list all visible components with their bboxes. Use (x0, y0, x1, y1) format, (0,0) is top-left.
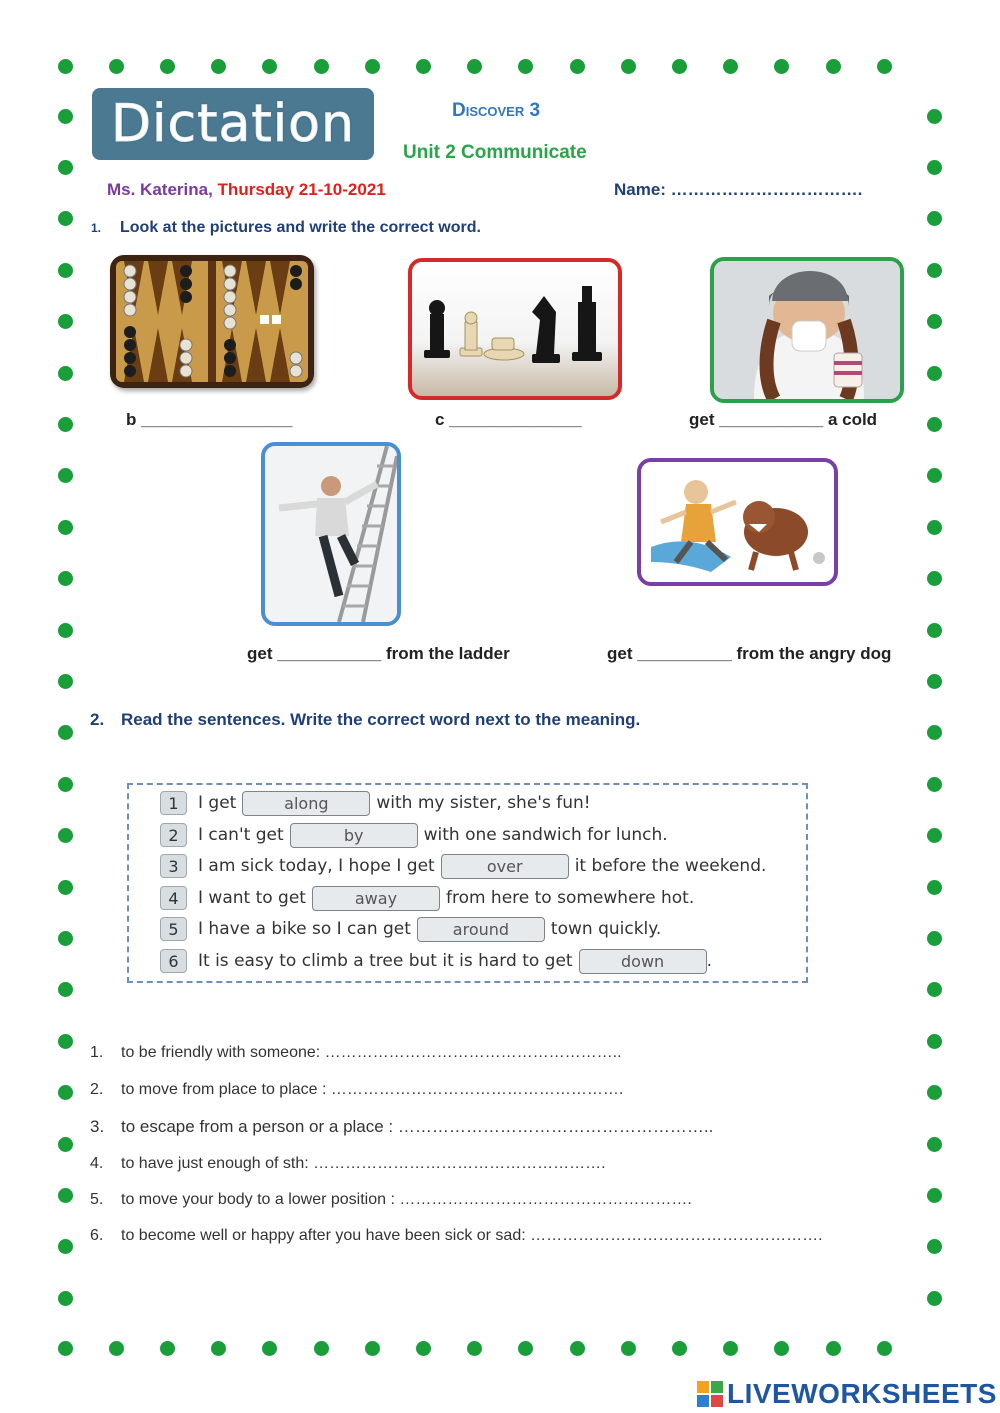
border-dot (314, 59, 329, 74)
meaning-text: to move from place to place : ………………………………………………. (121, 1081, 624, 1098)
border-dot (927, 1085, 942, 1100)
sentence-number: 3 (160, 854, 187, 878)
border-dot (58, 1239, 73, 1254)
caption-backgammon[interactable]: b ________________ (126, 410, 293, 429)
border-dot (672, 1341, 687, 1356)
meaning-item[interactable] (90, 1117, 713, 1137)
exercise2-number: 2. (90, 710, 105, 729)
border-dot (58, 366, 73, 381)
border-dot (927, 1291, 942, 1306)
border-dot (211, 59, 226, 74)
sentence-before: I can't get (198, 825, 284, 845)
sentence-after: it before the weekend. (574, 856, 767, 876)
exercise1-number: 1. (91, 221, 102, 235)
border-dot (58, 623, 73, 638)
backgammon-icon (110, 255, 314, 388)
border-dot (927, 623, 942, 638)
border-dot (774, 1341, 789, 1356)
border-dot (927, 982, 942, 997)
border-dot (774, 59, 789, 74)
border-dot (672, 59, 687, 74)
border-dot (927, 211, 942, 226)
border-dot (58, 828, 73, 843)
sentence-number: 4 (160, 886, 187, 910)
meaning-number: 1. (90, 1044, 104, 1061)
border-dot (518, 59, 533, 74)
angry-dog-icon (641, 462, 834, 582)
border-dot (570, 59, 585, 74)
page-title: Dictation (111, 94, 355, 154)
border-dot (877, 1341, 892, 1356)
border-dot (570, 1341, 585, 1356)
border-dot (58, 880, 73, 895)
sentence-after: town quickly. (550, 919, 662, 939)
border-dot (314, 1341, 329, 1356)
border-dot (262, 1341, 277, 1356)
sentence-row (160, 948, 712, 974)
border-dot (58, 1085, 73, 1100)
border-dot (58, 1034, 73, 1049)
border-dot (927, 109, 942, 124)
border-dot (211, 1341, 226, 1356)
caption-ladder[interactable]: get ___________ from the ladder (247, 644, 510, 663)
sentence-row (160, 885, 694, 911)
border-dot (58, 263, 73, 278)
sentence-before: I get (198, 793, 237, 813)
border-dot (927, 160, 942, 175)
border-dot (927, 314, 942, 329)
border-dot (927, 366, 942, 381)
sentence-before: I want to get (198, 888, 306, 908)
border-dot (58, 674, 73, 689)
meaning-number: 4. (90, 1155, 104, 1172)
chess-image (408, 258, 622, 400)
border-dot (877, 59, 892, 74)
angry-dog-image (637, 458, 838, 586)
border-dot (58, 1341, 73, 1356)
border-dot (927, 468, 942, 483)
caption-dog[interactable]: get __________ from the angry dog (607, 644, 892, 663)
liveworksheets-logo[interactable] (697, 1378, 997, 1410)
border-dot (109, 59, 124, 74)
sentence-row (160, 822, 668, 848)
border-dot (927, 417, 942, 432)
border-dot (58, 59, 73, 74)
border-dot (927, 1188, 942, 1203)
sentence-before: I have a bike so I can get (198, 919, 411, 939)
border-dot (365, 1341, 380, 1356)
border-dot (927, 1034, 942, 1049)
exercise1-instruction: Look at the pictures and write the correct word. (120, 219, 481, 236)
border-dot (58, 982, 73, 997)
border-dot (621, 59, 636, 74)
answer-box[interactable]: down (579, 949, 707, 974)
backgammon-image (110, 255, 314, 388)
border-dot (723, 1341, 738, 1356)
border-dot (927, 1137, 942, 1152)
woman-with-cold-image (710, 257, 904, 403)
border-dot (365, 59, 380, 74)
border-dot (927, 777, 942, 792)
sentence-after: from here to somewhere hot. (445, 888, 695, 908)
border-dot (927, 520, 942, 535)
border-dot (416, 59, 431, 74)
border-dot (927, 571, 942, 586)
border-dot (58, 1188, 73, 1203)
border-dot (58, 931, 73, 946)
chess-pieces-icon (412, 262, 618, 396)
name-field-label[interactable]: Name: ……………………………. (614, 180, 863, 199)
answer-box[interactable]: over (441, 854, 569, 879)
border-dot (467, 1341, 482, 1356)
border-dot (58, 160, 73, 175)
border-dot (262, 59, 277, 74)
caption-chess[interactable]: c ______________ (435, 410, 582, 429)
border-dot (58, 520, 73, 535)
border-dot (826, 59, 841, 74)
meaning-text: to be friendly with someone: ……………………………………………….. (121, 1044, 622, 1061)
sentence-row (160, 916, 661, 942)
exercise2-heading (90, 710, 640, 730)
border-dot (927, 931, 942, 946)
meaning-number: 6. (90, 1227, 104, 1244)
border-dot (58, 1137, 73, 1152)
exercise1-heading (91, 219, 481, 237)
border-dot (927, 828, 942, 843)
sentence-before: I am sick today, I hope I get (198, 856, 435, 876)
meaning-item[interactable] (90, 1155, 606, 1173)
meaning-text: to move your body to a lower position : ………………………………………………. (121, 1191, 692, 1208)
logo-squares-icon (697, 1381, 723, 1407)
border-dot (927, 725, 942, 740)
sentence-number: 1 (160, 791, 187, 815)
border-dot (723, 59, 738, 74)
teacher-name: Ms. Katerina, (107, 180, 218, 199)
meaning-text: to escape from a person or a place : ……………………………………………….. (121, 1117, 714, 1136)
border-dot (160, 59, 175, 74)
border-dot (58, 417, 73, 432)
border-dot (621, 1341, 636, 1356)
exercise2-instruction: Read the sentences. Write the correct word next to the meaning. (121, 710, 641, 729)
meaning-item[interactable] (90, 1081, 623, 1099)
border-dot (927, 263, 942, 278)
border-dot (518, 1341, 533, 1356)
border-dot (927, 880, 942, 895)
border-dot (416, 1341, 431, 1356)
border-dot (826, 1341, 841, 1356)
series-label: Discover 3 (452, 100, 541, 121)
border-dot (58, 1291, 73, 1306)
meaning-number: 2. (90, 1081, 104, 1098)
border-dot (58, 211, 73, 226)
man-on-ladder-image (261, 442, 401, 626)
answer-box[interactable]: by (290, 823, 418, 848)
border-dot (160, 1341, 175, 1356)
sentence-number: 6 (160, 949, 187, 973)
border-dot (109, 1341, 124, 1356)
meaning-item[interactable] (90, 1227, 823, 1245)
sentence-after: with my sister, she's fun! (376, 793, 591, 813)
sentence-before: It is easy to climb a tree but it is hard to get (198, 951, 573, 971)
border-dot (58, 725, 73, 740)
teacher-date-line (107, 180, 386, 200)
sick-person-icon (714, 261, 900, 399)
meaning-number: 3. (90, 1117, 105, 1136)
caption-cold[interactable]: get ___________ a cold (689, 410, 878, 429)
sentence-number: 2 (160, 823, 187, 847)
sentence-number: 5 (160, 917, 187, 941)
border-dot (927, 1239, 942, 1254)
sentence-row (160, 790, 591, 816)
meaning-number: 5. (90, 1191, 104, 1208)
sentence-after: with one sandwich for lunch. (423, 825, 668, 845)
unit-label: Unit 2 Communicate (403, 142, 587, 163)
border-dot (58, 468, 73, 483)
border-dot (927, 674, 942, 689)
border-dot (58, 571, 73, 586)
meaning-text: to become well or happy after you have been sick or sad: ………………………………………………. (121, 1227, 823, 1244)
ladder-icon (265, 446, 397, 622)
date-label: Thursday 21-10-2021 (217, 180, 386, 199)
logo-text: LIVEWORKSHEETS (727, 1378, 997, 1409)
answer-box[interactable]: away (312, 886, 440, 911)
answer-box[interactable]: along (242, 791, 370, 816)
meaning-text: to have just enough of sth: ………………………………………………. (121, 1155, 606, 1172)
sentence-row (160, 853, 766, 879)
answer-box[interactable]: around (417, 917, 545, 942)
sentence-after: . (706, 951, 712, 971)
meaning-item[interactable] (90, 1191, 692, 1209)
border-dot (58, 109, 73, 124)
border-dot (58, 777, 73, 792)
border-dot (467, 59, 482, 74)
border-dot (58, 314, 73, 329)
meaning-item[interactable] (90, 1044, 622, 1062)
dictation-title-box (92, 88, 374, 160)
